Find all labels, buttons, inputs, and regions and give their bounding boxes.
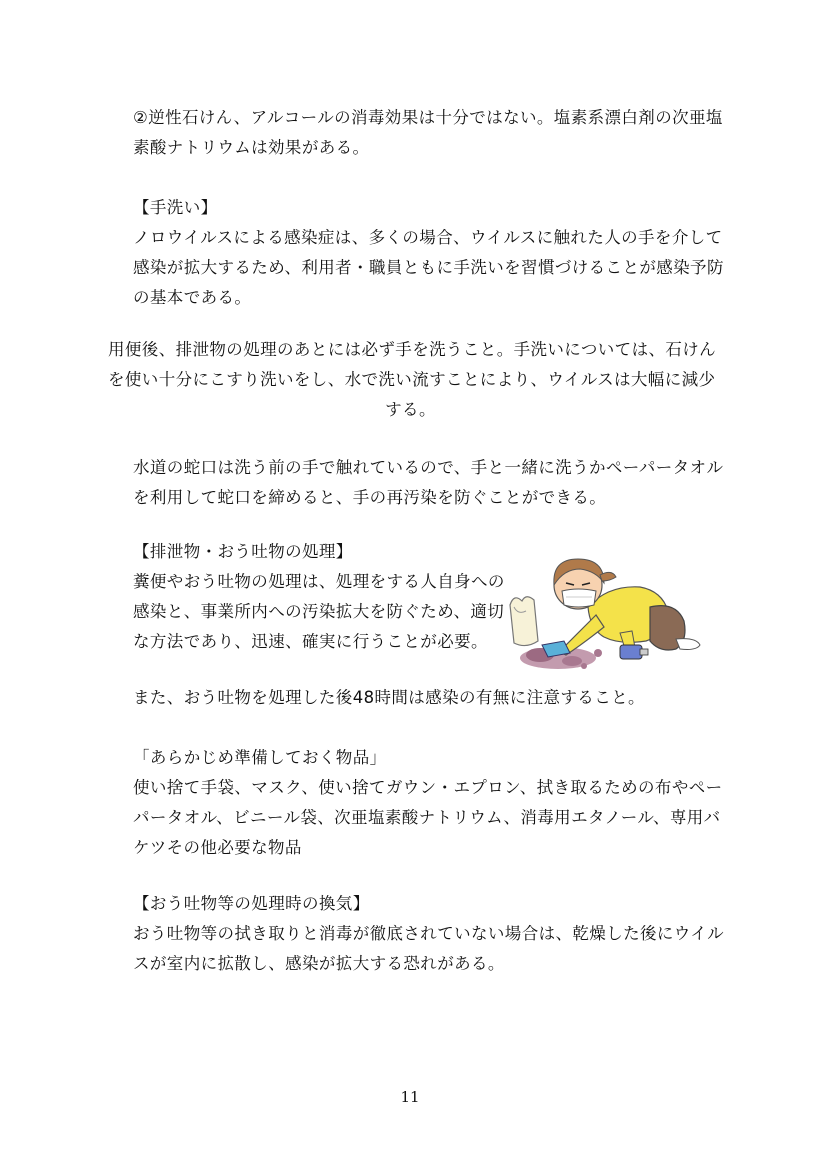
prepare-items-paragraph <box>133 773 723 863</box>
handwash-heading: 【手洗い】 <box>133 198 218 217</box>
ventilation-paragraph <box>133 919 725 979</box>
text-line: の基本である。 <box>133 288 252 307</box>
text-line: 感染が拡大するため、利用者・職員ともに手洗いを習慣づけることが感染予防 <box>133 258 724 277</box>
text-line: 用便後、排泄物の処理のあとには必ず手を洗うこと。手洗いについては、石けん <box>108 340 717 359</box>
ventilation-heading: 【おう吐物等の処理時の換気】 <box>133 894 370 913</box>
page-number: 11 <box>400 1088 420 1106</box>
text-line: パータオル、ビニール袋、次亜塩素酸ナトリウム、消毒用エタノール、専用バ <box>133 808 721 827</box>
vomit-handling-heading: 【排泄物・おう吐物の処理】 <box>133 542 353 561</box>
text-line: ②逆性石けん、アルコールの消毒効果は十分ではない。塩素系漂白剤の次亜塩 <box>133 108 723 127</box>
plastic-bag-icon <box>510 597 538 646</box>
prepare-items-heading: 「あらかじめ準備しておく物品」 <box>133 748 387 767</box>
spray-bottle-icon <box>620 645 648 659</box>
person-cleaning-vomit-illustration <box>500 545 705 680</box>
handwash-intro-paragraph <box>133 223 724 313</box>
text-line: 素酸ナトリウムは効果がある。 <box>133 138 370 157</box>
text-line: な方法であり、迅速、確実に行うことが必要。 <box>133 632 488 651</box>
text-line: おう吐物等の拭き取りと消毒が徹底されていない場合は、乾燥した後にウイル <box>133 924 725 943</box>
text-line: 水道の蛇口は洗う前の手で触れているので、手と一緒に洗うかペーパータオル <box>133 458 724 477</box>
text-line: を利用して蛇口を締めると、手の再汚染を防ぐことができる。 <box>133 488 607 507</box>
text-line: 感染と、事業所内への汚染拡大を防ぐため、適切 <box>133 602 505 621</box>
text-line: 糞便やおう吐物の処理は、処理をする人自身への <box>133 572 505 591</box>
text-line: 使い捨て手袋、マスク、使い捨てガウン・エプロン、拭き取るための布やペー <box>133 778 723 797</box>
text-line: ケツその他必要な物品 <box>133 838 302 857</box>
text-line: を使い十分にこすり洗いをし、水で洗い流すことにより、ウイルスは大幅に減少 <box>108 370 716 389</box>
text-line: する。 <box>385 400 436 419</box>
vomit-48h-sentence: また、おう吐物を処理した後48時間は感染の有無に注意すること。 <box>133 688 645 707</box>
face-mask-icon <box>562 589 596 607</box>
vomit-handling-paragraph <box>133 567 503 657</box>
text-line: ノロウイルスによる感染症は、多くの場合、ウイルスに触れた人の手を介して <box>133 228 723 247</box>
text-line: スが室内に拡散し、感染が拡大する恐れがある。 <box>133 954 505 973</box>
disinfectant-paragraph <box>133 103 723 163</box>
handwash-after-paragraph <box>108 335 717 425</box>
person-figure <box>542 559 700 659</box>
faucet-paragraph <box>133 453 724 513</box>
